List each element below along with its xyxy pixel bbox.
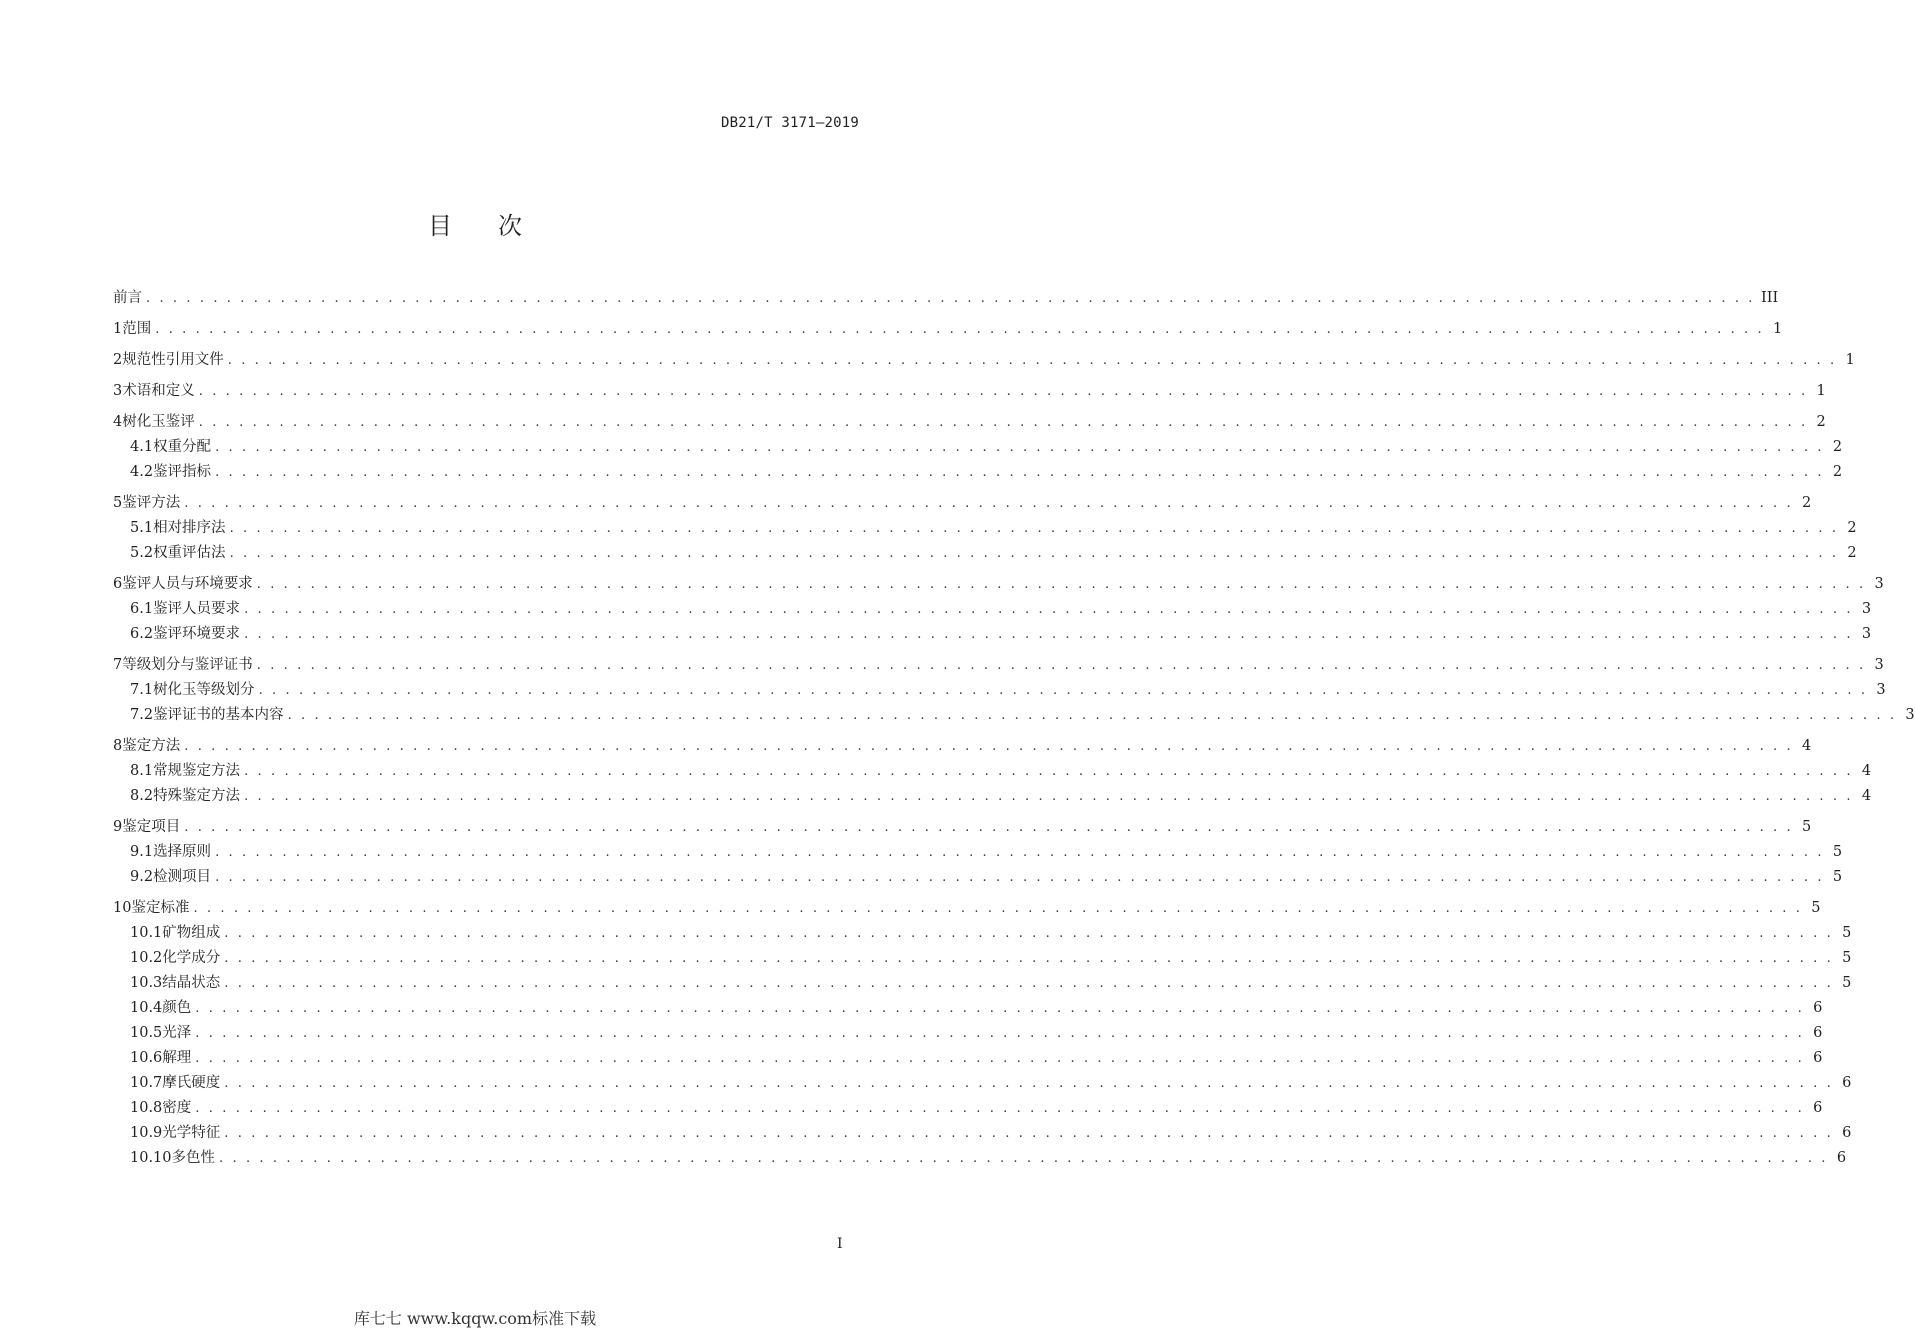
toc-entry-page: 6: [1813, 1050, 1823, 1066]
toc-leader-dots: . . . . . . . . . . . . . . . . . . . . . . . . . . . . . . . . . . . . . . . . . . . . . . . . . . . . . . . . . . . . . . . . . . . . . . . . . . . . . . . . . . . . . . . . . . . . . . . . . . . . . . . . . . . . . . . . . . . . . . . .: [146, 291, 1756, 306]
toc-entry-label: 前言: [113, 290, 142, 306]
toc-entry[interactable]: [113, 460, 1843, 485]
toc-leader-dots: . . . . . . . . . . . . . . . . . . . . . . . . . . . . . . . . . . . . . . . . . . . . . . . . . . . . . . . . . . . . . . . . . . . . . . . . . . . . . . . . . . . . . . . . . . . . . . . . . . . . . . . . . . . . . . . . . . . . . . . .: [224, 926, 1834, 941]
toc-entry-label: 矿物组成: [162, 925, 221, 941]
toc-entry-label: 等级划分与鉴评证书: [122, 657, 253, 673]
toc-leader-dots: . . . . . . . . . . . . . . . . . . . . . . . . . . . . . . . . . . . . . . . . . . . . . . . . . . . . . . . . . . . . . . . . . . . . . . . . . . . . . . . . . . . . . . . . . . . . . . . . . . . . . . . . . . . . . . . . . . . . . . . .: [195, 1101, 1805, 1116]
toc-entry-label: 光泽: [162, 1025, 192, 1041]
toc-entry-number: 9: [113, 819, 123, 835]
toc-entry-page: 6: [1813, 1100, 1823, 1116]
toc-entry-page: 3: [1874, 657, 1884, 673]
toc-entry-label: 结晶状态: [162, 975, 221, 991]
toc-entry-label: 鉴定标准: [131, 900, 190, 916]
toc-leader-dots: . . . . . . . . . . . . . . . . . . . . . . . . . . . . . . . . . . . . . . . . . . . . . . . . . . . . . . . . . . . . . . . . . . . . . . . . . . . . . . . . . . . . . . . . . . . . . . . . . . . . . . . . . . . . . . . . . . . . . . . .: [184, 496, 1794, 511]
toc-leader-dots: . . . . . . . . . . . . . . . . . . . . . . . . . . . . . . . . . . . . . . . . . . . . . . . . . . . . . . . . . . . . . . . . . . . . . . . . . . . . . . . . . . . . . . . . . . . . . . . . . . . . . . . . . . . . . . . . . . . . . . . .: [198, 415, 1808, 430]
toc-leader-dots: . . . . . . . . . . . . . . . . . . . . . . . . . . . . . . . . . . . . . . . . . . . . . . . . . . . . . . . . . . . . . . . . . . . . . . . . . . . . . . . . . . . . . . . . . . . . . . . . . . . . . . . . . . . . . . . . . . . . . . . .: [224, 951, 1834, 966]
toc-entry-number: 9.1: [130, 844, 154, 860]
toc-entry-page: 5: [1802, 819, 1812, 835]
toc-leader-dots: . . . . . . . . . . . . . . . . . . . . . . . . . . . . . . . . . . . . . . . . . . . . . . . . . . . . . . . . . . . . . . . . . . . . . . . . . . . . . . . . . . . . . . . . . . . . . . . . . . . . . . . . . . . . . . . . . . . . . . . .: [256, 658, 1866, 673]
toc-entry-page: 4: [1861, 763, 1872, 779]
toc-entry-label: 相对排序法: [153, 520, 226, 536]
toc-entry-label: 检测项目: [153, 869, 212, 885]
toc-entry-label: 鉴评证书的基本内容: [153, 707, 284, 723]
toc-entry[interactable]: [113, 572, 1884, 597]
toc-entry-page: 5: [1811, 900, 1821, 916]
toc-entry-page: 6: [1842, 1075, 1852, 1091]
toc-entry-number: 10.4: [130, 1000, 163, 1016]
toc-entry-number: 10.9: [130, 1125, 163, 1141]
toc-entry-page: 2: [1816, 414, 1826, 430]
toc-entry-page: 4: [1861, 788, 1872, 804]
toc-entry-page: 6: [1813, 1000, 1823, 1016]
toc-entry-page: 2: [1847, 545, 1857, 561]
toc-entry[interactable]: [113, 921, 1852, 946]
toc-leader-dots: . . . . . . . . . . . . . . . . . . . . . . . . . . . . . . . . . . . . . . . . . . . . . . . . . . . . . . . . . . . . . . . . . . . . . . . . . . . . . . . . . . . . . . . . . . . . . . . . . . . . . . . . . . . . . . . . . . . . . . . .: [184, 739, 1794, 754]
toc-entry[interactable]: [113, 946, 1852, 971]
toc-entry-number: 10.1: [130, 925, 163, 941]
toc-leader-dots: . . . . . . . . . . . . . . . . . . . . . . . . . . . . . . . . . . . . . . . . . . . . . . . . . . . . . . . . . . . . . . . . . . . . . . . . . . . . . . . . . . . . . . . . . . . . . . . . . . . . . . . . . . . . . . . . . . . . . . . .: [258, 683, 1868, 698]
toc-entry-number: 10.6: [130, 1050, 163, 1066]
toc-entry-label: 鉴评人员要求: [153, 601, 241, 617]
toc-entry-number: 9.2: [130, 869, 154, 885]
toc-entry-page: 5: [1842, 975, 1852, 991]
toc-entry-number: 7: [113, 657, 123, 673]
toc-entry-number: 10.5: [130, 1025, 163, 1041]
toc-entry-label: 鉴定方法: [122, 738, 181, 754]
toc-entry-label: 术语和定义: [122, 383, 195, 399]
toc-entry-page: 6: [1836, 1150, 1847, 1166]
toc-entry[interactable]: [113, 971, 1852, 996]
toc-leader-dots: . . . . . . . . . . . . . . . . . . . . . . . . . . . . . . . . . . . . . . . . . . . . . . . . . . . . . . . . . . . . . . . . . . . . . . . . . . . . . . . . . . . . . . . . . . . . . . . . . . . . . . . . . . . . . . . . . . . . . . . .: [215, 845, 1825, 860]
toc-leader-dots: . . . . . . . . . . . . . . . . . . . . . . . . . . . . . . . . . . . . . . . . . . . . . . . . . . . . . . . . . . . . . . . . . . . . . . . . . . . . . . . . . . . . . . . . . . . . . . . . . . . . . . . . . . . . . . . . . . . . . . . .: [215, 870, 1825, 885]
page-title-char: 目: [428, 212, 452, 240]
toc-entry-page: 3: [1861, 601, 1872, 617]
toc-entry-number: 10: [113, 900, 132, 916]
toc-entry-page: 6: [1813, 1025, 1823, 1041]
toc-entry-number: 10.2: [130, 950, 163, 966]
toc-leader-dots: . . . . . . . . . . . . . . . . . . . . . . . . . . . . . . . . . . . . . . . . . . . . . . . . . . . . . . . . . . . . . . . . . . . . . . . . . . . . . . . . . . . . . . . . . . . . . . . . . . . . . . . . . . . . . . . . . . . . . . . .: [244, 789, 1854, 804]
toc-entry[interactable]: [113, 1046, 1823, 1071]
toc-entry-label: 规范性引用文件: [122, 352, 224, 368]
toc-entry-number: 2: [113, 352, 123, 368]
toc-entry-label: 多色性: [171, 1150, 216, 1166]
toc-entry-label: 鉴评方法: [122, 495, 181, 511]
toc-entry-number: 5.2: [130, 545, 154, 561]
toc-entry[interactable]: [113, 653, 1884, 678]
toc-entry-page: 5: [1832, 869, 1843, 885]
toc-entry[interactable]: [113, 1121, 1852, 1146]
toc-leader-dots: . . . . . . . . . . . . . . . . . . . . . . . . . . . . . . . . . . . . . . . . . . . . . . . . . . . . . . . . . . . . . . . . . . . . . . . . . . . . . . . . . . . . . . . . . . . . . . . . . . . . . . . . . . . . . . . . . . . . . . . .: [256, 577, 1866, 592]
toc-entry[interactable]: [113, 286, 1779, 311]
toc-entry-label: 光学特征: [162, 1125, 221, 1141]
toc-entry[interactable]: [113, 317, 1783, 342]
toc-entry-label: 鉴评人员与环境要求: [122, 576, 253, 592]
toc-entry-label: 解理: [162, 1050, 192, 1066]
toc-entry[interactable]: [113, 1071, 1852, 1096]
toc-leader-dots: . . . . . . . . . . . . . . . . . . . . . . . . . . . . . . . . . . . . . . . . . . . . . . . . . . . . . . . . . . . . . . . . . . . . . . . . . . . . . . . . . . . . . . . . . . . . . . . . . . . . . . . . . . . . . . . . . . . . . . . .: [227, 353, 1837, 368]
toc-entry[interactable]: [113, 815, 1812, 840]
toc-entry-label: 颜色: [162, 1000, 192, 1016]
toc-leader-dots: . . . . . . . . . . . . . . . . . . . . . . . . . . . . . . . . . . . . . . . . . . . . . . . . . . . . . . . . . . . . . . . . . . . . . . . . . . . . . . . . . . . . . . . . . . . . . . . . . . . . . . . . . . . . . . . . . . . . . . . .: [195, 1051, 1805, 1066]
toc-entry-page: 5: [1842, 925, 1852, 941]
toc-entry-page: 2: [1832, 464, 1843, 480]
document-id: DB21/T 3171—2019: [720, 115, 859, 131]
toc-entry-label: 权重评估法: [153, 545, 226, 561]
footer-watermark: 库七七 www.kqqw.com标准下载: [353, 1309, 597, 1328]
toc-leader-dots: . . . . . . . . . . . . . . . . . . . . . . . . . . . . . . . . . . . . . . . . . . . . . . . . . . . . . . . . . . . . . . . . . . . . . . . . . . . . . . . . . . . . . . . . . . . . . . . . . . . . . . . . . . . . . . . . . . . . . . . .: [224, 976, 1834, 991]
toc-entry[interactable]: [113, 435, 1843, 460]
toc-entry[interactable]: [113, 622, 1872, 647]
toc-entry-page: 3: [1861, 626, 1872, 642]
toc-entry-label: 化学成分: [162, 950, 221, 966]
toc-entry-page: 2: [1832, 439, 1843, 455]
page-title-char: 次: [498, 212, 522, 240]
toc-entry-label: 常规鉴定方法: [153, 763, 241, 779]
toc-entry-label: 摩氏硬度: [162, 1075, 221, 1091]
toc-leader-dots: . . . . . . . . . . . . . . . . . . . . . . . . . . . . . . . . . . . . . . . . . . . . . . . . . . . . . . . . . . . . . . . . . . . . . . . . . . . . . . . . . . . . . . . . . . . . . . . . . . . . . . . . . . . . . . . . . . . . . . . .: [287, 708, 1897, 723]
toc-entry-number: 6.1: [130, 601, 154, 617]
toc-entry[interactable]: [113, 840, 1843, 865]
toc-entry-number: 7.2: [130, 707, 154, 723]
toc-entry-label: 树化玉等级划分: [153, 682, 255, 698]
toc-entry-number: 8.2: [130, 788, 154, 804]
toc-entry-label: 树化玉鉴评: [122, 414, 195, 430]
toc-entry-page: 2: [1802, 495, 1812, 511]
toc-entry-page: 5: [1832, 844, 1843, 860]
toc-entry-number: 4: [113, 414, 123, 430]
toc-entry[interactable]: [113, 896, 1821, 921]
toc-leader-dots: . . . . . . . . . . . . . . . . . . . . . . . . . . . . . . . . . . . . . . . . . . . . . . . . . . . . . . . . . . . . . . . . . . . . . . . . . . . . . . . . . . . . . . . . . . . . . . . . . . . . . . . . . . . . . . . . . . . . . . . .: [198, 384, 1808, 399]
toc-entry[interactable]: [113, 703, 1915, 728]
toc-leader-dots: . . . . . . . . . . . . . . . . . . . . . . . . . . . . . . . . . . . . . . . . . . . . . . . . . . . . . . . . . . . . . . . . . . . . . . . . . . . . . . . . . . . . . . . . . . . . . . . . . . . . . . . . . . . . . . . . . . . . . . . .: [184, 820, 1794, 835]
toc-entry-label: 范围: [122, 321, 152, 337]
toc-entry[interactable]: [113, 1021, 1823, 1046]
toc-entry-number: 1: [113, 321, 123, 337]
toc-entry-number: 6: [113, 576, 123, 592]
toc-entry-label: 鉴评指标: [153, 464, 212, 480]
toc-entry-page: 1: [1845, 352, 1855, 368]
toc-leader-dots: . . . . . . . . . . . . . . . . . . . . . . . . . . . . . . . . . . . . . . . . . . . . . . . . . . . . . . . . . . . . . . . . . . . . . . . . . . . . . . . . . . . . . . . . . . . . . . . . . . . . . . . . . . . . . . . . . . . . . . . .: [155, 322, 1765, 337]
toc-entry-page: 1: [1816, 383, 1826, 399]
toc-entry[interactable]: [113, 996, 1823, 1021]
toc-entry-number: 3: [113, 383, 123, 399]
toc-entry-number: 5: [113, 495, 123, 511]
toc-entry[interactable]: [113, 348, 1855, 373]
toc-leader-dots: . . . . . . . . . . . . . . . . . . . . . . . . . . . . . . . . . . . . . . . . . . . . . . . . . . . . . . . . . . . . . . . . . . . . . . . . . . . . . . . . . . . . . . . . . . . . . . . . . . . . . . . . . . . . . . . . . . . . . . . .: [229, 521, 1839, 536]
toc-entry[interactable]: [113, 379, 1826, 404]
toc-entry-page: 6: [1842, 1125, 1852, 1141]
page-number: I: [837, 1236, 843, 1252]
toc-entry[interactable]: [113, 541, 1857, 566]
page-title: [0, 206, 950, 241]
toc-entry-number: 10.3: [130, 975, 163, 991]
toc-entry-number: 10.7: [130, 1075, 163, 1091]
toc-leader-dots: . . . . . . . . . . . . . . . . . . . . . . . . . . . . . . . . . . . . . . . . . . . . . . . . . . . . . . . . . . . . . . . . . . . . . . . . . . . . . . . . . . . . . . . . . . . . . . . . . . . . . . . . . . . . . . . . . . . . . . . .: [195, 1026, 1805, 1041]
toc-leader-dots: . . . . . . . . . . . . . . . . . . . . . . . . . . . . . . . . . . . . . . . . . . . . . . . . . . . . . . . . . . . . . . . . . . . . . . . . . . . . . . . . . . . . . . . . . . . . . . . . . . . . . . . . . . . . . . . . . . . . . . . .: [195, 1001, 1805, 1016]
toc-entry-page: 3: [1905, 707, 1915, 723]
toc-entry[interactable]: [113, 410, 1826, 435]
toc-leader-dots: . . . . . . . . . . . . . . . . . . . . . . . . . . . . . . . . . . . . . . . . . . . . . . . . . . . . . . . . . . . . . . . . . . . . . . . . . . . . . . . . . . . . . . . . . . . . . . . . . . . . . . . . . . . . . . . . . . . . . . . .: [215, 440, 1825, 455]
toc-leader-dots: . . . . . . . . . . . . . . . . . . . . . . . . . . . . . . . . . . . . . . . . . . . . . . . . . . . . . . . . . . . . . . . . . . . . . . . . . . . . . . . . . . . . . . . . . . . . . . . . . . . . . . . . . . . . . . . . . . . . . . . .: [244, 764, 1854, 779]
toc-entry-page: 1: [1773, 321, 1783, 337]
toc-entry-number: 8: [113, 738, 123, 754]
toc-entry-number: 4.1: [130, 439, 154, 455]
toc-entry-label: 权重分配: [153, 439, 212, 455]
toc-entry[interactable]: [113, 597, 1872, 622]
toc-entry-number: 10.8: [130, 1100, 163, 1116]
toc-leader-dots: . . . . . . . . . . . . . . . . . . . . . . . . . . . . . . . . . . . . . . . . . . . . . . . . . . . . . . . . . . . . . . . . . . . . . . . . . . . . . . . . . . . . . . . . . . . . . . . . . . . . . . . . . . . . . . . . . . . . . . . .: [219, 1151, 1829, 1166]
table-of-contents: [113, 286, 1915, 1171]
toc-entry[interactable]: [113, 491, 1812, 516]
toc-leader-dots: . . . . . . . . . . . . . . . . . . . . . . . . . . . . . . . . . . . . . . . . . . . . . . . . . . . . . . . . . . . . . . . . . . . . . . . . . . . . . . . . . . . . . . . . . . . . . . . . . . . . . . . . . . . . . . . . . . . . . . . .: [244, 602, 1854, 617]
toc-entry-label: 鉴评环境要求: [153, 626, 241, 642]
toc-leader-dots: . . . . . . . . . . . . . . . . . . . . . . . . . . . . . . . . . . . . . . . . . . . . . . . . . . . . . . . . . . . . . . . . . . . . . . . . . . . . . . . . . . . . . . . . . . . . . . . . . . . . . . . . . . . . . . . . . . . . . . . .: [215, 465, 1825, 480]
toc-entry-page: 5: [1842, 950, 1852, 966]
toc-entry-number: 6.2: [130, 626, 154, 642]
toc-leader-dots: . . . . . . . . . . . . . . . . . . . . . . . . . . . . . . . . . . . . . . . . . . . . . . . . . . . . . . . . . . . . . . . . . . . . . . . . . . . . . . . . . . . . . . . . . . . . . . . . . . . . . . . . . . . . . . . . . . . . . . . .: [244, 627, 1854, 642]
toc-entry-number: 10.10: [130, 1150, 172, 1166]
toc-entry-number: 8.1: [130, 763, 154, 779]
toc-leader-dots: . . . . . . . . . . . . . . . . . . . . . . . . . . . . . . . . . . . . . . . . . . . . . . . . . . . . . . . . . . . . . . . . . . . . . . . . . . . . . . . . . . . . . . . . . . . . . . . . . . . . . . . . . . . . . . . . . . . . . . . .: [224, 1126, 1834, 1141]
toc-entry[interactable]: [113, 516, 1857, 541]
toc-entry-number: 4.2: [130, 464, 154, 480]
toc-entry-label: 密度: [162, 1100, 192, 1116]
toc-entry[interactable]: [113, 759, 1872, 784]
toc-entry[interactable]: [113, 678, 1886, 703]
toc-entry[interactable]: [113, 734, 1812, 759]
toc-entry[interactable]: [113, 784, 1872, 809]
toc-entry-label: 特殊鉴定方法: [153, 788, 241, 804]
toc-entry[interactable]: [113, 1096, 1823, 1121]
toc-entry-label: 选择原则: [153, 844, 212, 860]
toc-leader-dots: . . . . . . . . . . . . . . . . . . . . . . . . . . . . . . . . . . . . . . . . . . . . . . . . . . . . . . . . . . . . . . . . . . . . . . . . . . . . . . . . . . . . . . . . . . . . . . . . . . . . . . . . . . . . . . . . . . . . . . . .: [224, 1076, 1834, 1091]
toc-entry-page: 2: [1847, 520, 1857, 536]
toc-leader-dots: . . . . . . . . . . . . . . . . . . . . . . . . . . . . . . . . . . . . . . . . . . . . . . . . . . . . . . . . . . . . . . . . . . . . . . . . . . . . . . . . . . . . . . . . . . . . . . . . . . . . . . . . . . . . . . . . . . . . . . . .: [229, 546, 1839, 561]
toc-entry-page: 4: [1802, 738, 1812, 754]
toc-entry[interactable]: [113, 865, 1843, 890]
toc-entry-page: III: [1761, 290, 1779, 306]
toc-leader-dots: . . . . . . . . . . . . . . . . . . . . . . . . . . . . . . . . . . . . . . . . . . . . . . . . . . . . . . . . . . . . . . . . . . . . . . . . . . . . . . . . . . . . . . . . . . . . . . . . . . . . . . . . . . . . . . . . . . . . . . . .: [193, 901, 1803, 916]
toc-entry[interactable]: [113, 1146, 1847, 1171]
toc-entry-page: 3: [1874, 576, 1884, 592]
toc-entry-number: 5.1: [130, 520, 154, 536]
toc-entry-label: 鉴定项目: [122, 819, 181, 835]
toc-entry-page: 3: [1876, 682, 1886, 698]
toc-entry-number: 7.1: [130, 682, 154, 698]
